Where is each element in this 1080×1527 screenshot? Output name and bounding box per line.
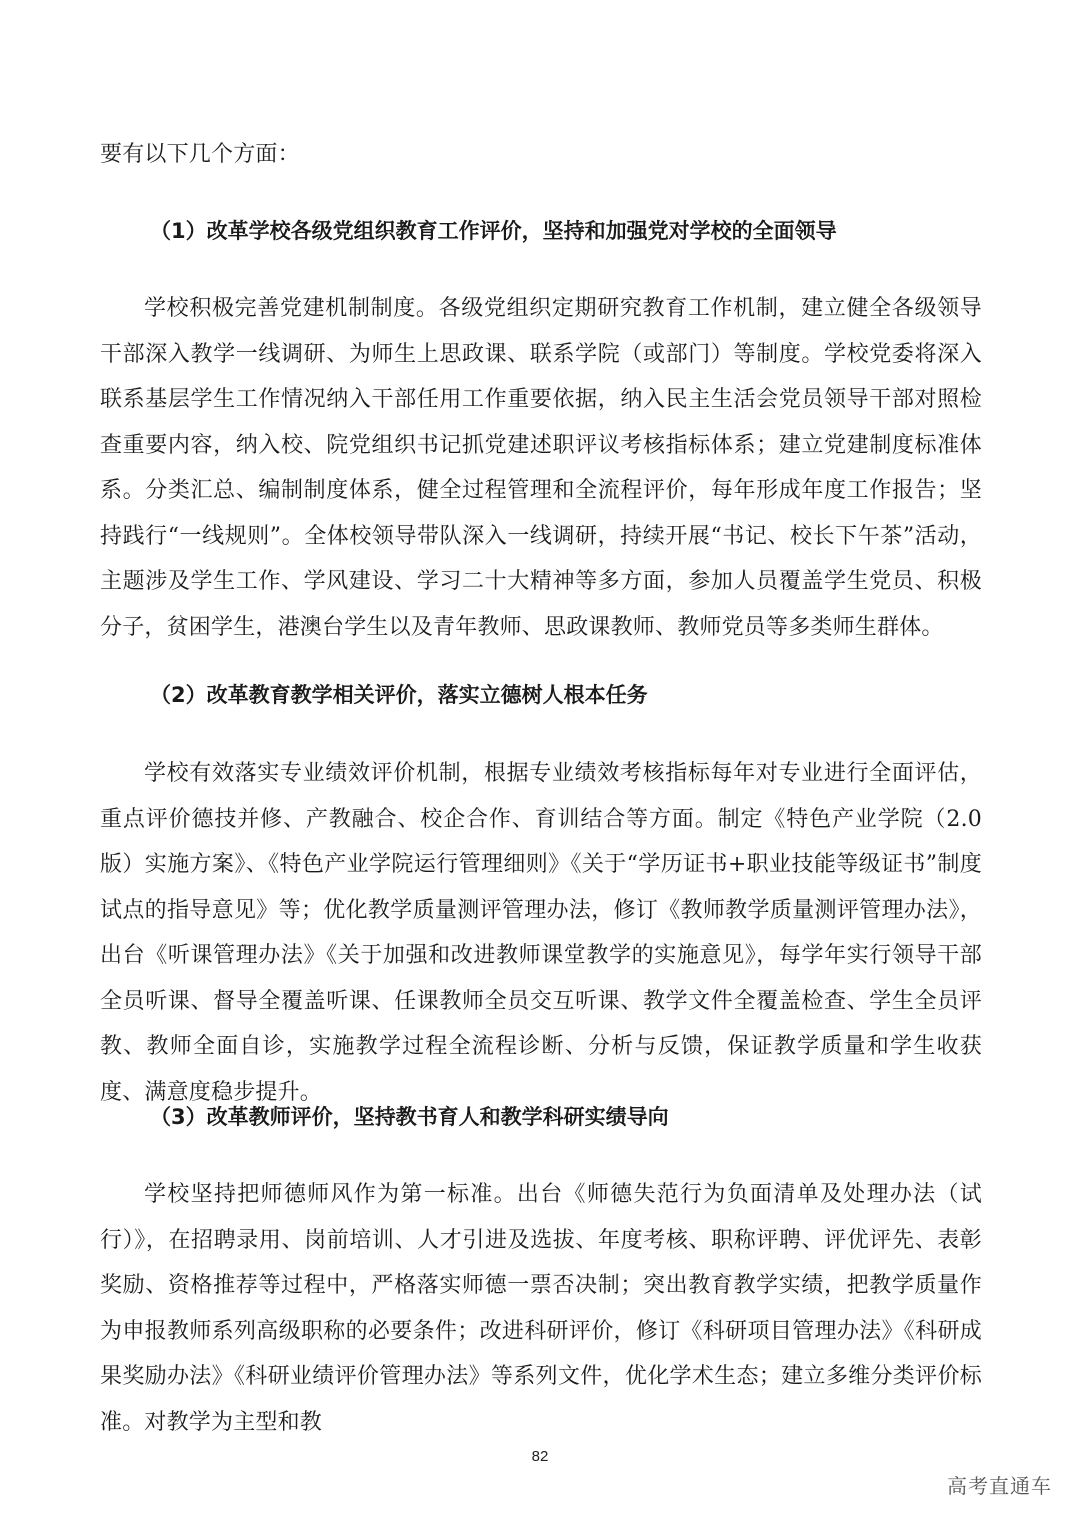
section-1-heading: （1）改革学校各级党组织教育工作评价，坚持和加强党对学校的全面领导 (150, 219, 837, 243)
watermark-text: 高考直通车 (947, 1474, 1052, 1498)
page-number: 82 (531, 1448, 549, 1465)
section-2-paragraph: 学校有效落实专业绩效评价机制，根据专业绩效考核指标每年对专业进行全面评估，重点评价德技并修、产教融合、校企合作、育训结合等方面。制定《特色产业学院（2.0 版）实施方案》、《特色产业学院运行管理细则》《关于“学历证书+职业技能等级证书”制度试点的指导意见》等；优化教学质量测评管理办法，修订《教师教学质量测评管理办法》，出台《听课管理办法》《关于加强和改进教师课堂教学的实施意见》，每学年实行领导干部全员听课、督导全覆盖听课、任课教师全员交互听课、教学文件全覆盖检查、学生全员评教、教师全面自诊，实施教学过程全流程诊断、分析与反馈，保证教学质量和学生收获度、满意度稳步提升。 (100, 761, 982, 1105)
intro-line: 要有以下几个方面： (100, 142, 300, 167)
section-3-paragraph: 学校坚持把师德师风作为第一标准。出台《师德失范行为负面清单及处理办法（试行）》，在招聘录用、岗前培训、人才引进及选拔、年度考核、职称评聘、评优评先、表彰奖励、资格推荐等过程中，严格落实师德一票否决制；突出教育教学实绩，把教学质量作为申报教师系列高级职称的必要条件；改进科研评价，修订《科研项目管理办法》《科研成果奖励办法》《科研业绩评价管理办法》等系列文件，优化学术生态；建立多维分类评价标准。对教学为主型和教 (100, 1182, 982, 1435)
section-2-heading: （2）改革教育教学相关评价，落实立德树人根本任务 (150, 683, 648, 707)
section-3-heading: （3）改革教师评价，坚持教书育人和教学科研实绩导向 (150, 1105, 669, 1129)
section-1-paragraph: 学校积极完善党建机制制度。各级党组织定期研究教育工作机制，建立健全各级领导干部深入教学一线调研、为师生上思政课、联系学院（或部门）等制度。学校党委将深入联系基层学生工作情况纳入干部任用工作重要依据，纳入民主生活会党员领导干部对照检查重要内容，纳入校、院党组织书记抓党建述职评议考核指标体系；建立党建制度标准体系。分类汇总、编制制度体系，健全过程管理和全流程评价，每年形成年度工作报告；坚持践行“一线规则”。全体校领导带队深入一线调研，持续开展“书记、校长下午茶”活动，主题涉及学生工作、学风建设、学习二十大精神等多方面，参加人员覆盖学生党员、积极分子，贫困学生，港澳台学生以及青年教师、思政课教师、教师党员等多类师生群体。 (100, 296, 982, 640)
